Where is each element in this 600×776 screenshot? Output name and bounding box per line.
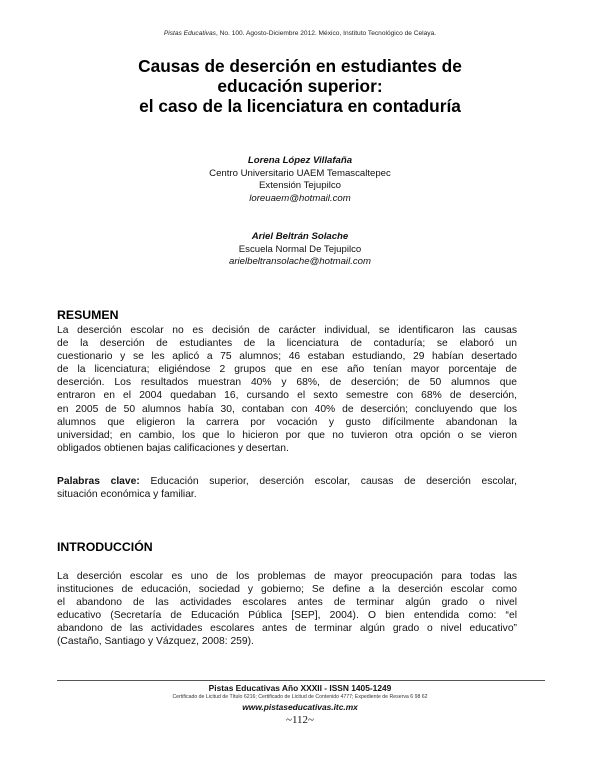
intro-line: instituciones de educación, sociedad y gobierno; Se define a la deserción escolar como (57, 584, 517, 596)
author-affiliation: Centro Universitario UAEM Temascaltepec (209, 167, 391, 179)
keywords-label: Palabras clave: (57, 476, 140, 487)
intro-line: La deserción escolar es uno de los problemas de mayor preocupación para todas las (57, 571, 517, 582)
abstract-paragraph (57, 324, 517, 455)
page-number: ~112~ (286, 714, 314, 726)
abstract-line: deserción. Los resultados muestran 40% y 68%, de deserción; de 50 alumnos que (57, 377, 517, 389)
author-name: Lorena López Villafaña (247, 155, 353, 166)
footer-certificates: Certificado de Licitud de Título 6216; Certificado de Licitud de Contenido 4777; Expediente de Reserva 6 98 62 (172, 694, 428, 700)
author-email: arielbeltransolache@hotmail.com (229, 256, 371, 267)
footer-website-link[interactable]: www.pistaseducativas.itc.mx (242, 702, 358, 712)
introduccion-heading: INTRODUCCIÓN (57, 540, 153, 554)
keywords-line-2: situación económica y familiar. (57, 489, 197, 501)
abstract-line: cuestionario y se les aplicó a 75 alumnos; 46 estaban estudiando, 29 habían desertado (57, 351, 517, 363)
abstract-line: entraron en el 2004 quedaban 16, cursando el sexto semestre con 68% de deserción, (57, 390, 517, 402)
intro-line: abandono de las actividades escolares antes de terminar algún grado o nivel educativo” (57, 623, 517, 635)
title-line-1: Causas de deserción en estudiantes de (138, 56, 462, 76)
title-line-3: el caso de la licenciatura en contaduría (139, 96, 461, 116)
intro-line: el abandono de las actividades escolares antes de terminar algún grado o nivel (57, 597, 517, 609)
author-name: Ariel Beltrán Solache (251, 231, 349, 242)
abstract-line: de la deserción de estudiantes de la licenciatura de contaduría; se elaboró un (57, 338, 517, 350)
author-block-2 (160, 231, 440, 269)
journal-citation: , No. 100. Agosto-Diciembre 2012. México, Instituto Tecnológico de Celaya. (215, 30, 437, 37)
intro-line: (Castaño, Santiago y Vázquez, 2008: 259). (57, 636, 254, 648)
title-line-2: educación superior: (217, 76, 383, 96)
paper-title (60, 56, 540, 116)
resumen-heading: RESUMEN (57, 308, 119, 322)
abstract-line: universidad; en cambio, los que lo hicieron por que no tuvieron otra opción o se vieron (57, 429, 517, 441)
author-affiliation: Escuela Normal De Tejupilco (238, 243, 362, 255)
author-block-1 (160, 155, 440, 205)
intro-line: educativo (Secretaría de Educación Pública [SEP], 2004). O bien entendida como: “el (57, 610, 517, 622)
footer-divider (57, 680, 545, 681)
journal-name: Pistas Educativas (163, 30, 216, 37)
keywords-paragraph (57, 475, 517, 501)
abstract-line: en 2005 de 50 alumnos había 30, contaban con 40% de deserción; concluyendo que los (57, 403, 517, 415)
abstract-line: La deserción escolar no es decisión de carácter individual, se identificaron las causas (57, 325, 517, 336)
author-location: Extensión Tejupilco (259, 180, 341, 191)
running-header (0, 30, 600, 37)
footer-journal-issn: Pistas Educativas Año XXXII - ISSN 1405-1249 (208, 683, 392, 693)
abstract-line: obligados obtienen bajas calificaciones y desertan. (57, 442, 289, 454)
abstract-line: alumnos que eligieron la carrera por vocación y gusto difícilmente abandonan la (57, 416, 517, 428)
keywords-text: Educación superior, deserción escolar, causas de deserción escolar, (139, 476, 517, 487)
introduccion-paragraph (57, 570, 517, 649)
author-email: loreuaem@hotmail.com (249, 192, 351, 204)
keywords-line-1 (57, 475, 517, 488)
abstract-line: de la licenciatura; eligiéndose 2 grupos que en ese año tenían mayor porcentaje de (57, 364, 517, 376)
